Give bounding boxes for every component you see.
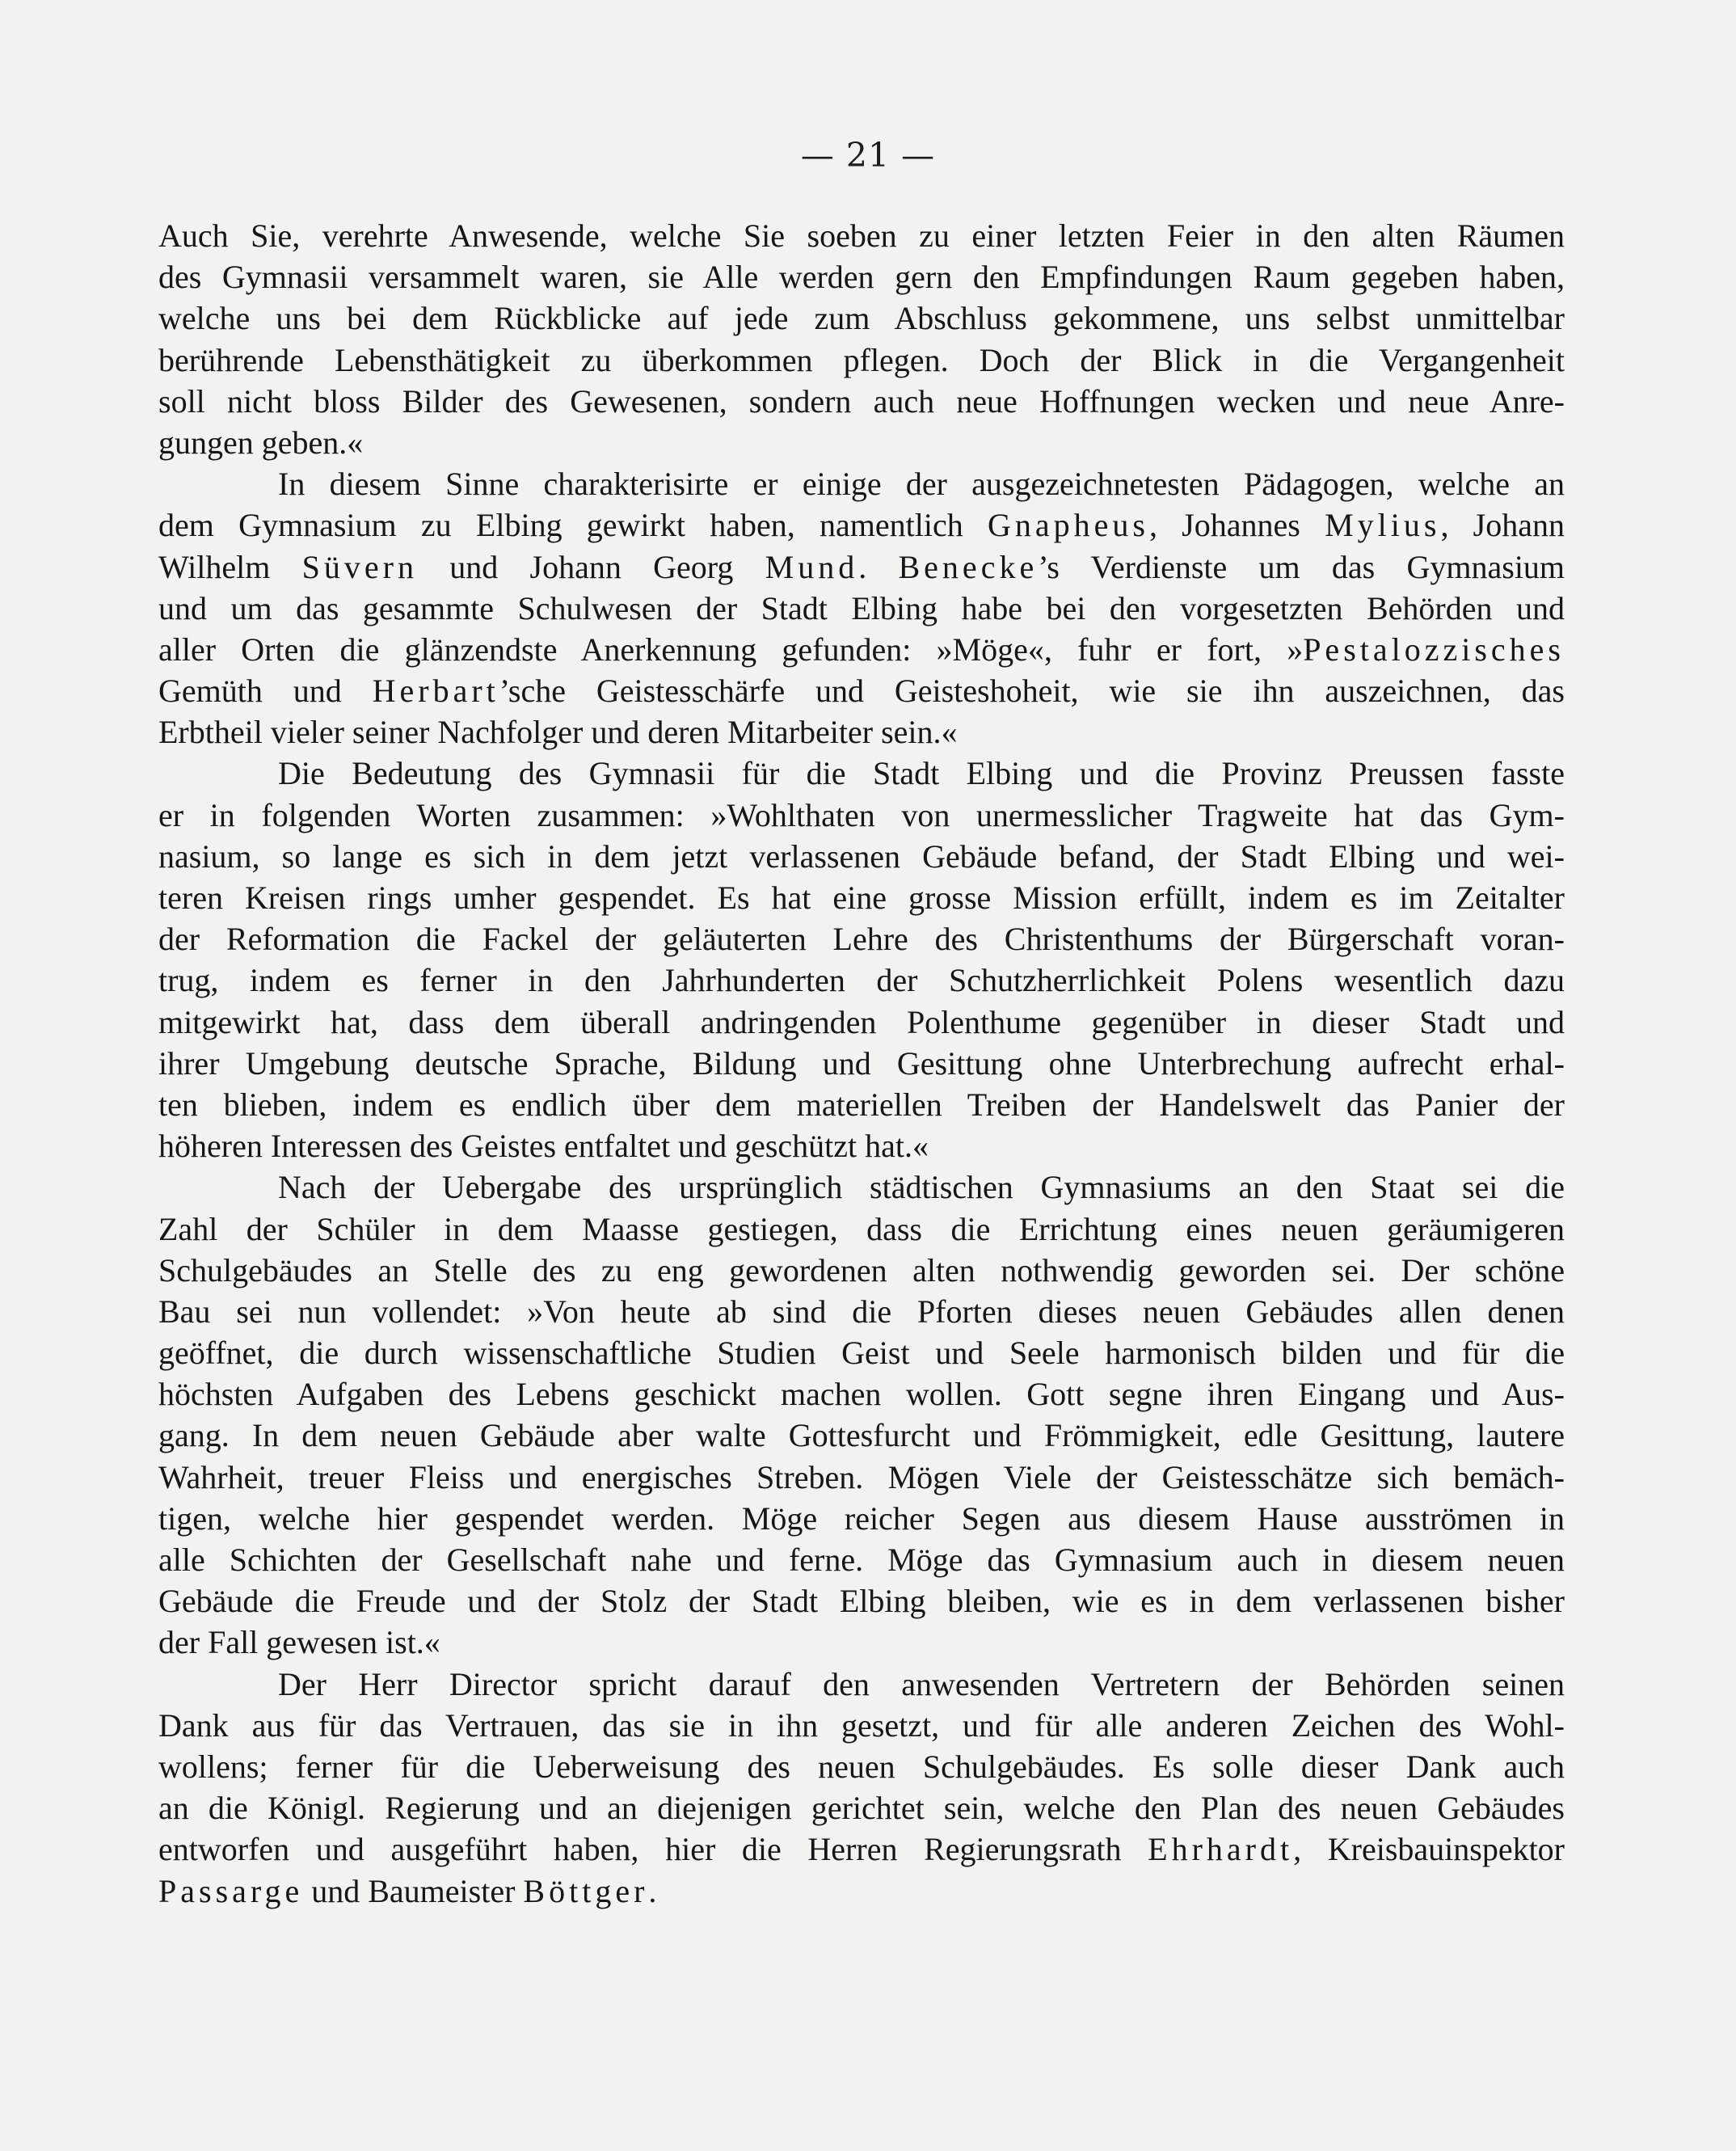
- text-segment: Gemüth und: [158, 673, 342, 710]
- text-segment: .: [648, 1872, 657, 1909]
- text-line: Nach der Uebergabe des ursprünglich städtischen Gymnasiums an den Staat sei die: [278, 1169, 1565, 1206]
- name-herbart: Herbart: [372, 673, 499, 710]
- text-line: welche uns bei dem Rückblicke auf jede zum Abschluss gekommene, uns selbst unmittelbar: [158, 300, 1565, 337]
- text-line: des Gymnasii versammelt waren, sie Alle werden gern den Empfindungen Raum gegeben haben,: [158, 259, 1565, 296]
- text-line: höchsten Aufgaben des Lebens geschickt machen wollen. Gott segne ihren Eingang und Aus-: [158, 1376, 1565, 1413]
- text-line: er in folgenden Worten zusammen: »Wohlthaten von unermesslicher Tragweite hat das Gym-: [158, 796, 1565, 833]
- text-segment: , Kreisbauinspektor: [1293, 1831, 1565, 1868]
- name-ehrhardt: Ehrhardt: [1148, 1831, 1294, 1868]
- text-segment: und Baumeister: [311, 1872, 516, 1909]
- text-line: mitgewirkt hat, dass dem überall andringenden Polenthume gegenüber in dieser Stadt und: [158, 1003, 1565, 1040]
- text-line: Bau sei nun vollendet: »Von heute ab sind die Pforten dieses neuen Gebäudes allen denen: [158, 1293, 1565, 1330]
- text-line: tigen, welche hier gespendet werden. Möge reicher Segen aus diesem Hause ausströmen in: [158, 1499, 1565, 1537]
- text-line: der Reformation die Fackel der geläuterten Lehre des Christenthums der Bürgerschaft voran-: [158, 921, 1565, 958]
- text-segment: entworfen und ausgeführt haben, hier die Herren Regierungsrath: [158, 1831, 1122, 1868]
- name-mund: Mund: [765, 548, 859, 585]
- text-segment: , Johann: [1440, 507, 1565, 544]
- text-line: [158, 1871, 1565, 1912]
- text-line: Wahrheit, treuer Fleiss und energisches Streben. Mögen Viele der Geistesschätze sich bemäch-: [158, 1458, 1565, 1495]
- text-line: der Fall gewesen ist.«: [158, 1624, 440, 1661]
- name-boettger: Böttger: [523, 1872, 649, 1909]
- text-line: und um das gesammte Schulwesen der Stadt Elbing habe bei den vorgesetzten Behörden und: [158, 589, 1565, 626]
- text-line: gungen geben.«: [158, 424, 364, 461]
- name-benecke: Benecke: [898, 548, 1039, 585]
- text-line: Dank aus für das Vertrauen, das sie in ihn gesetzt, und für alle anderen Zeichen des Wohl-: [158, 1706, 1565, 1744]
- name-mylius: Mylius: [1325, 507, 1441, 544]
- text-segment: , Johannes: [1148, 507, 1300, 544]
- text-line: [158, 629, 1565, 670]
- text-line: ihrer Umgebung deutsche Sprache, Bildung und Gesittung ohne Unterbrechung aufrecht erhal-: [158, 1044, 1565, 1082]
- text-line: alle Schichten der Gesellschaft nahe und ferne. Möge das Gymnasium auch in diesem neuen: [158, 1542, 1565, 1578]
- text-line: [158, 504, 1565, 546]
- text-segment: Wilhelm: [158, 548, 271, 585]
- text-line: Der Herr Director spricht darauf den anwesenden Vertretern der Behörden seinen: [278, 1665, 1565, 1702]
- text-segment: .: [858, 548, 867, 585]
- text-line: teren Kreisen rings umher gespendet. Es hat eine grosse Mission erfüllt, indem es im Zeitalter: [158, 879, 1565, 916]
- text-segment: und Johann Georg: [449, 548, 734, 585]
- text-line: trug, indem es ferner in den Jahrhunderten der Schutzherrlichkeit Polens wesentlich dazu: [158, 962, 1565, 999]
- text-line: geöffnet, die durch wissenschaftliche Studien Geist und Seele harmonisch bilden und für die: [158, 1335, 1565, 1372]
- name-passarge: Passarge: [158, 1872, 304, 1909]
- text-line: ten blieben, indem es endlich über dem materiellen Treiben der Handelswelt das Panier der: [158, 1086, 1565, 1123]
- text-line: berührende Lebensthätigkeit zu überkommen pflegen. Doch der Blick in die Vergangenheit: [158, 341, 1565, 378]
- text-segment: aller Orten die glänzendste Anerkennung gefunden: »Möge«, fuhr er fort, »: [158, 631, 1304, 668]
- text-line: Zahl der Schüler in dem Maasse gestiegen, dass die Errichtung eines neuen geräumigeren: [158, 1210, 1565, 1247]
- text-segment: dem Gymnasium zu Elbing gewirkt haben, namentlich: [158, 507, 963, 544]
- text-line: [158, 670, 1565, 711]
- text-line: höheren Interessen des Geistes entfaltet und geschützt hat.«: [158, 1128, 929, 1165]
- text-line: an die Königl. Regierung und an diejenigen gerichtet sein, welche den Plan des neuen Gebäudes: [158, 1790, 1565, 1827]
- body-text: [158, 215, 1565, 1912]
- name-pestalozzisches: Pestalozzisches: [1303, 631, 1565, 668]
- text-segment: ’sche Geistesschärfe und Geisteshoheit, wie sie ihn auszeichnen, das: [499, 673, 1565, 710]
- text-line: Erbtheil vieler seiner Nachfolger und deren Mitarbeiter sein.«: [158, 714, 958, 751]
- text-line: In diesem Sinne charakterisirte er einige der ausgezeichnetesten Pädagogen, welche an: [278, 466, 1565, 503]
- text-line: wollens; ferner für die Ueberweisung des neuen Schulgebäudes. Es solle dieser Dank auch: [158, 1748, 1565, 1785]
- name-suevern: Süvern: [301, 548, 418, 585]
- text-line: gang. In dem neuen Gebäude aber walte Gottesfurcht und Frömmigkeit, edle Gesittung, lautere: [158, 1417, 1565, 1454]
- text-line: Auch Sie, verehrte Anwesende, welche Sie soeben zu einer letzten Feier in den alten Räumen: [158, 217, 1565, 254]
- page-number: — 21 —: [800, 136, 936, 175]
- text-line: [158, 1828, 1565, 1870]
- text-line: nasium, so lange es sich in dem jetzt verlassenen Gebäude befand, der Stadt Elbing und wei-: [158, 837, 1565, 875]
- text-line: Schulgebäudes an Stelle des zu eng gewordenen alten nothwendig geworden sei. Der schöne: [158, 1251, 1565, 1288]
- text-line: Gebäude die Freude und der Stolz der Stadt Elbing bleiben, wie es in dem verlassenen bisher: [158, 1583, 1565, 1620]
- text-line: soll nicht bloss Bilder des Gewesenen, sondern auch neue Hoffnungen wecken und neue Anre-: [158, 382, 1565, 420]
- text-line: Die Bedeutung des Gymnasii für die Stadt Elbing und die Provinz Preussen fasste: [278, 755, 1565, 792]
- text-segment: ’s Verdienste um das Gymnasium: [1038, 548, 1565, 585]
- text-line: [158, 546, 1565, 588]
- name-gnapheus: Gnapheus: [987, 507, 1149, 544]
